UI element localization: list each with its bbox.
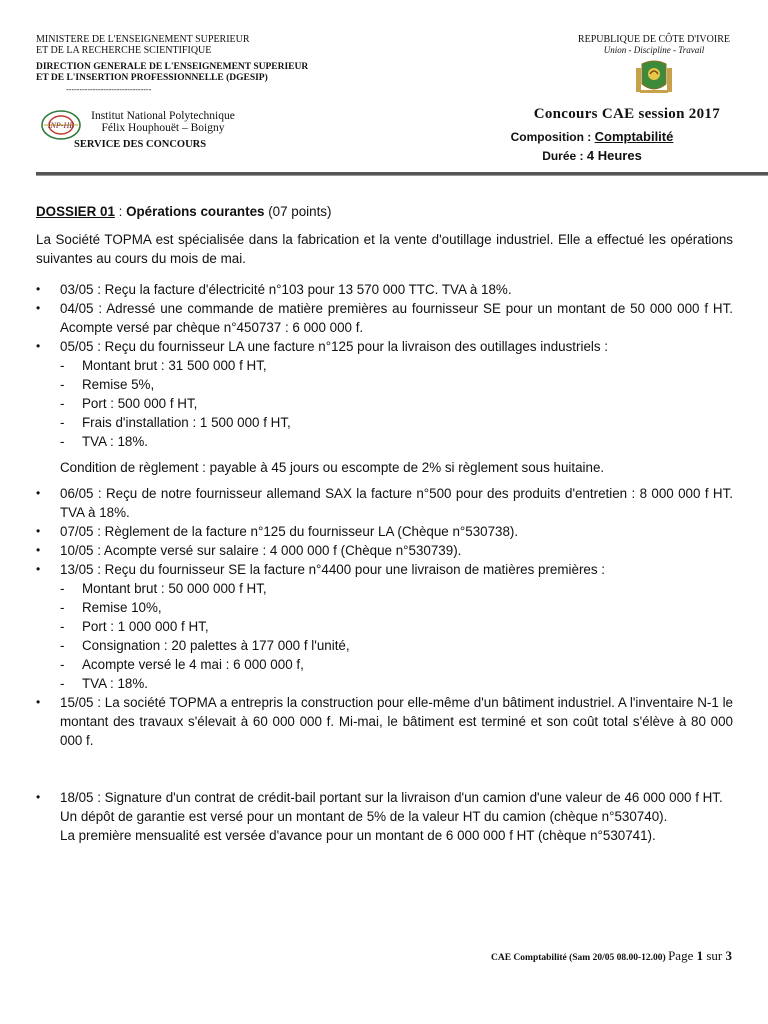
operation-text: 05/05 : Reçu du fournisseur LA une facture n°125 pour la livraison des outillages industriels : [60,339,609,354]
dash-separator: -------------------------------- [66,85,152,94]
spacer [36,750,733,788]
inp-hb-logo-icon [40,108,82,142]
composition-value: Comptabilité [594,129,674,144]
list-item [36,560,733,693]
dossier-title: Opérations courantes [126,204,265,219]
duration-line [454,148,730,163]
operation-text: • 18/05 : Signature d'un contrat de crédit-bail portant sur la livraison d'un camion d'une valeur de 46 000 000 f HT. [60,790,723,805]
operation-text: 04/05 : Adressé une commande de matière premières au fournisseur SE pour un montant de 50 000 000 f HT. Acompte versé par chèque n°450737 : 6 000 000 f. [60,301,733,335]
operations-list [36,280,733,451]
service-title: SERVICE DES CONCOURS [74,139,207,150]
svg-text:INP-HB: INP-HB [47,121,75,130]
direction-line-1: DIRECTION GENERALE DE L'ENSEIGNEMENT SUPERIEUR [36,62,309,72]
republic-header [578,34,730,97]
institute-name-line-1: Institut National Polytechnique [91,110,235,122]
sub-item: - Remise 10%, [60,598,733,617]
dossier-label: DOSSIER 01 [36,204,115,219]
direction-line-2: ET DE L'INSERTION PROFESSIONNELLE (DGESIP) [36,73,268,83]
intro-paragraph: La Société TOPMA est spécialisée dans la fabrication et la vente d'outillage industriel. Elle a effectué les opérations suivantes au cours du mois de mai. [36,232,733,266]
sub-item: - Montant brut : 31 500 000 f HT, [60,356,733,375]
duration-value: 4 Heures [586,148,642,163]
operation-text: 10/05 : Acompte versé sur salaire : 4 000 000 f (Chèque n°530739). [60,543,462,558]
dossier-points: (07 points) [264,204,332,219]
sub-item: - Montant brut : 50 000 000 f HT, [60,579,733,598]
page-total: 3 [725,948,732,963]
list-item [36,337,733,451]
list-item [36,484,733,522]
exam-title: Concours CAE session 2017 [533,106,720,122]
institute-block [40,106,280,150]
composition-line [454,129,730,144]
operation-text-3: La première mensualité est versée d'avance pour un montant de 6 000 000 f HT (chèque n°530741). [60,828,656,843]
operations-list-continued [36,484,733,750]
republic-motto: Union - Discipline - Travail [603,45,705,55]
sub-item: - Port : 500 000 f HT, [60,394,733,413]
sub-item: - TVA : 18%. [60,674,733,693]
list-item [36,788,733,845]
institute-name [88,110,238,134]
coat-of-arms-icon [634,60,674,94]
dossier-separator: : [114,204,127,219]
sub-item: - Frais d'installation : 1 500 000 f HT, [60,413,733,432]
page-footer [491,948,732,964]
sub-item: - Port : 1 000 000 f HT, [60,617,733,636]
institute-name-line-2: Félix Houphouët – Boigny [101,122,225,134]
header-divider [36,172,768,176]
sub-item: - TVA : 18%. [60,432,733,451]
composition-label: Composition : [510,130,595,144]
exam-title-block [440,106,730,163]
sub-list [60,579,733,693]
republic-name: REPUBLIQUE DE CÔTE D'IVOIRE [577,34,730,45]
ministry-line-1: MINISTERE DE L'ENSEIGNEMENT SUPERIEUR [36,34,250,45]
list-item [36,299,733,337]
sub-item: - Acompte versé le 4 mai : 6 000 000 f, [60,655,733,674]
list-item [36,280,733,299]
ministry-header [36,34,308,95]
exam-content [36,202,733,845]
page-of: sur [703,948,726,963]
ministry-line-2: ET DE LA RECHERCHE SCIENTIFIQUE [36,45,212,56]
footer-text: CAE Comptabilité (Sam 20/05 08.00-12.00) [491,953,669,963]
page-number: 1 [696,948,704,963]
operation-text: 15/05 : La société TOPMA a entrepris la construction pour elle-même d'un bâtiment industriel. A l'inventaire N-1 le montant des travaux s'élevait à 60 000 000 f. Mi-mai, le bâtiment est terminé et son coût total s'élève à 80 000 000 f. [60,695,733,748]
operation-text: 07/05 : Règlement de la facture n°125 du fournisseur LA (Chèque n°530738). [60,524,519,539]
operations-list-end [36,788,733,845]
operation-text-2: Un dépôt de garantie est versé pour un montant de 5% de la valeur HT du camion (chèque n°530740). [60,809,668,824]
sub-list [60,356,733,451]
operation-text: 03/05 : Reçu la facture d'électricité n°103 pour 13 570 000 TTC. TVA à 18%. [60,282,512,297]
list-item [36,522,733,541]
payment-condition: Condition de règlement : payable à 45 jours ou escompte de 2% si règlement sous huitaine. [60,460,605,475]
list-item [36,541,733,560]
dossier-heading [36,202,733,221]
sub-item: - Remise 5%, [60,375,733,394]
page-label: Page [668,948,697,963]
list-item [36,693,733,750]
duration-label: Durée : [542,149,587,163]
operation-text: 06/05 : Reçu de notre fournisseur allemand SAX la facture n°500 pour des produits d'entretien : 8 000 000 f HT. TVA à 18%. [60,486,733,520]
operation-text: 13/05 : Reçu du fournisseur SE la facture n°4400 pour une livraison de matières premières : [60,562,605,577]
sub-item: - Consignation : 20 palettes à 177 000 f l'unité, [60,636,733,655]
